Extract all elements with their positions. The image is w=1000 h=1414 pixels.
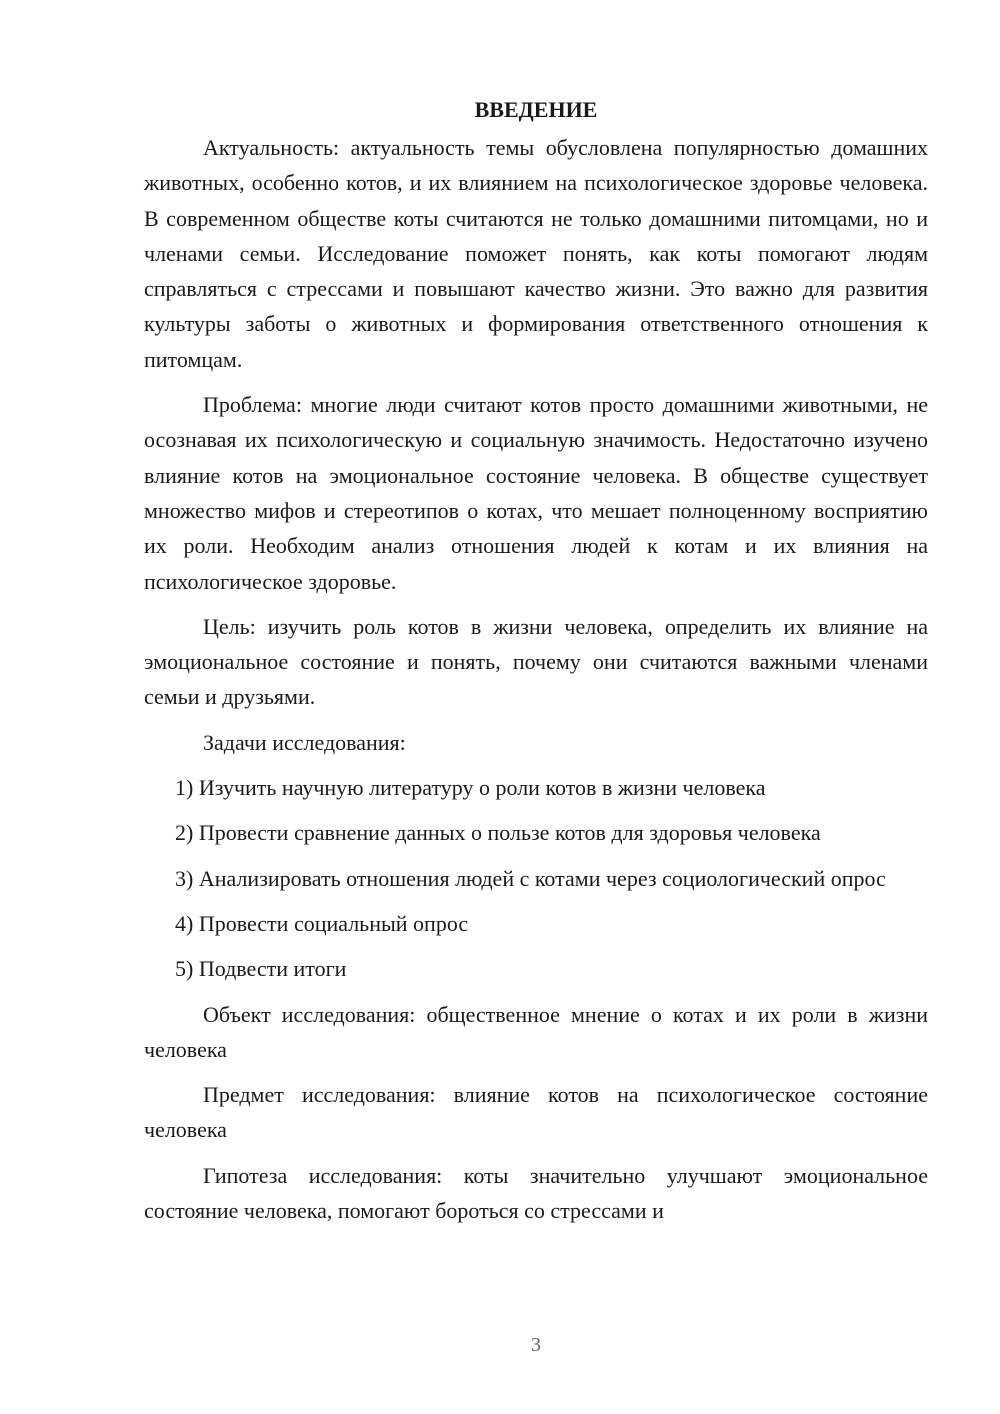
task-item-2: 2) Провести сравнение данных о пользе котов для здоровья человека xyxy=(175,820,821,846)
paragraph-relevance: Актуальность: актуальность темы обусловлена популярностью домашних животных, особенно котов, и их влиянием на психологическое здоровье человека. В современном обществе коты считаются не только домашними питомцами, но и членами семьи. Исследование поможет понять, как коты помогают людям справляться с стрессами и повышают качество жизни. Это важно для развития культуры заботы о животных и формирования ответственного отношения к питомцам. xyxy=(144,135,928,372)
paragraph-hypothesis: Гипотеза исследования: коты значительно улучшают эмоциональное состояние человека, помогают бороться со стрессами и xyxy=(144,1162,928,1224)
task-item-1: 1) Изучить научную литературу о роли котов в жизни человека xyxy=(175,775,766,801)
task-item-4: 4) Провести социальный опрос xyxy=(175,910,469,936)
paragraph-problem: Проблема: многие люди считают котов просто домашними животными, не осознавая их психологическую и социальную значимость. Недостаточно изучено влияние котов на эмоциональное состояние человека. В обществе существует множество мифов и стереотипов о котах, что мешает полноценному восприятию их роли. Необходим анализ отношения людей к котам и их влияния на психологическое здоровье. xyxy=(144,392,928,594)
tasks-heading: Задачи исследования: xyxy=(203,729,406,755)
paragraph-object: Объект исследования: общественное мнение о котах и их роли в жизни человека xyxy=(144,1001,928,1062)
task-item-5: 5) Подвести итоги xyxy=(175,956,347,982)
page-number: 3 xyxy=(531,1334,541,1356)
document-page xyxy=(144,92,928,1238)
section-title: ВВЕДЕНИЕ xyxy=(474,97,598,122)
paragraph-subject: Предмет исследования: влияние котов на психологическое состояние человека xyxy=(144,1082,928,1143)
task-item-3: 3) Анализировать отношения людей с котами через социологический опрос xyxy=(175,865,886,891)
paragraph-goal: Цель: изучить роль котов в жизни человека, определить их влияние на эмоциональное состояние и понять, почему они считаются важными членами семьи и друзьями. xyxy=(144,613,928,710)
